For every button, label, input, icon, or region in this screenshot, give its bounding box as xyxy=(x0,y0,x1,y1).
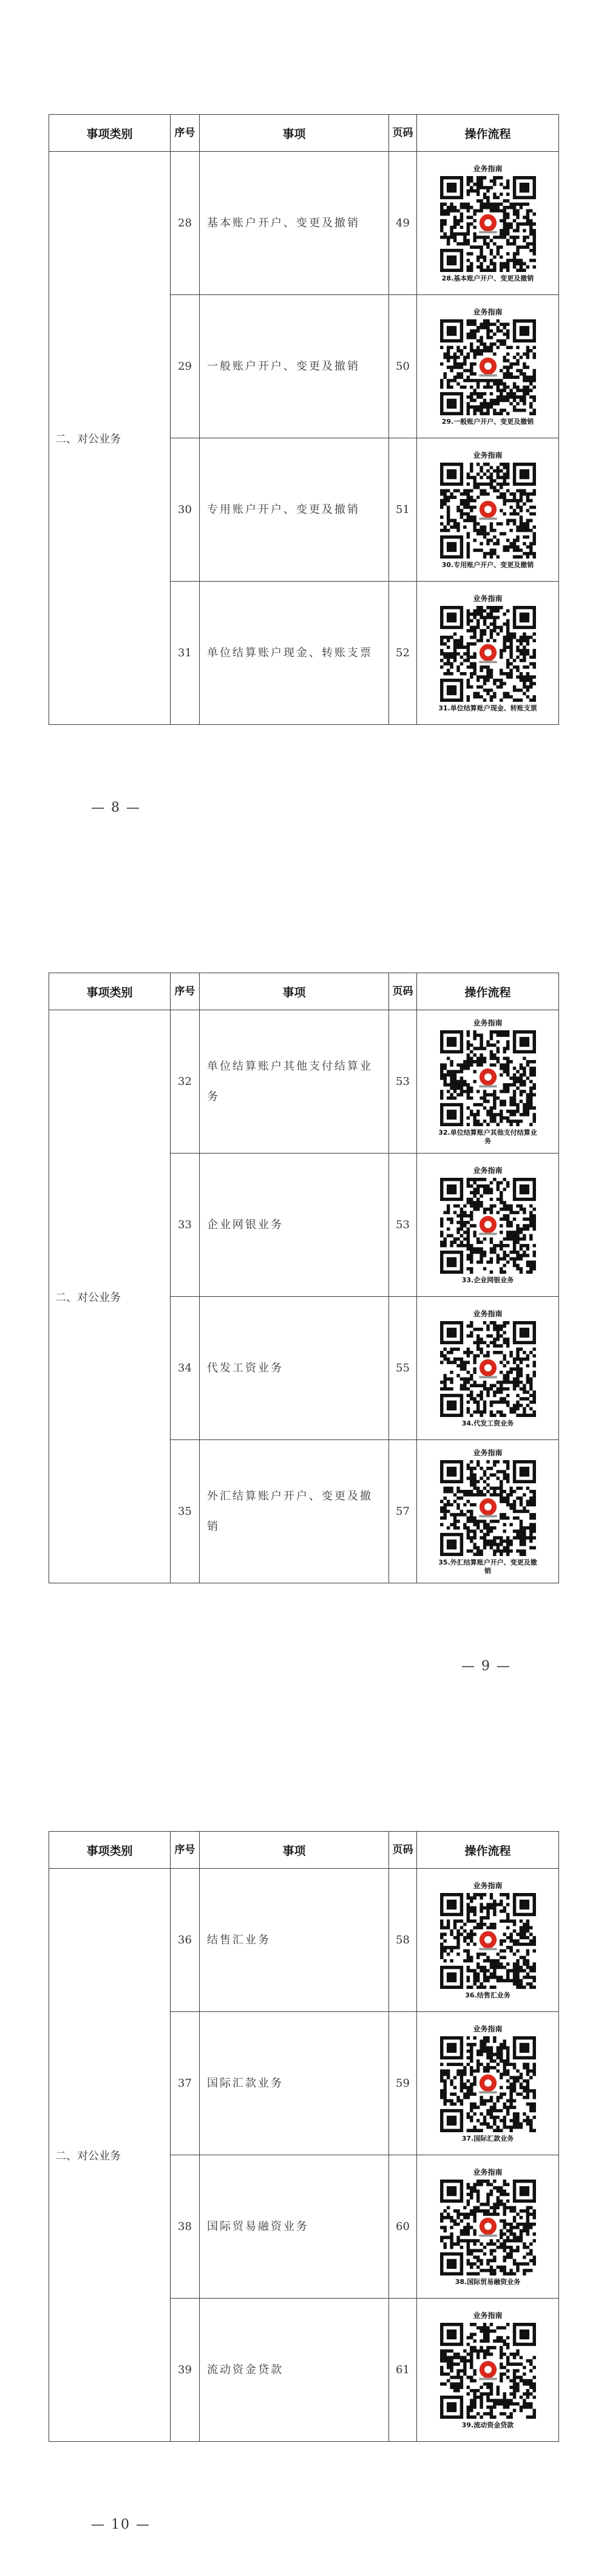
qr-caption: 32.单位结算账户其他支付结算业务 xyxy=(438,1128,537,1145)
seq-cell: 39 xyxy=(171,2299,200,2442)
flow-cell xyxy=(417,1440,559,1583)
qr-card[interactable] xyxy=(435,450,541,569)
table-row xyxy=(49,152,559,295)
header-flow: 操作流程 xyxy=(417,115,559,152)
qr-card[interactable] xyxy=(435,1448,541,1575)
qr-card[interactable] xyxy=(435,2024,541,2143)
header-flow: 操作流程 xyxy=(417,973,559,1010)
qr-code-icon xyxy=(440,1030,536,1126)
qr-code-icon xyxy=(440,2180,536,2275)
qr-title: 业务指南 xyxy=(473,594,503,603)
item-cell: 企业网银业务 xyxy=(200,1154,389,1297)
flow-cell xyxy=(417,1297,559,1440)
qr-code-icon xyxy=(440,2323,536,2419)
table-header-row xyxy=(49,115,559,152)
qr-caption: 33.企业网银业务 xyxy=(461,1276,514,1284)
seq-cell: 37 xyxy=(171,2012,200,2155)
header-category: 事项类别 xyxy=(49,1832,171,1869)
page-cell: 57 xyxy=(389,1440,417,1583)
qr-code-icon xyxy=(440,2036,536,2132)
page-cell: 53 xyxy=(389,1154,417,1297)
table-header-row xyxy=(49,1832,559,1869)
flow-cell xyxy=(417,582,559,725)
page-cell: 61 xyxy=(389,2299,417,2442)
seq-cell: 31 xyxy=(171,582,200,725)
item-cell: 单位结算账户其他支付结算业务 xyxy=(200,1010,389,1154)
page-cell: 52 xyxy=(389,582,417,725)
header-item: 事项 xyxy=(200,115,389,152)
page-cell: 49 xyxy=(389,152,417,295)
qr-title: 业务指南 xyxy=(473,307,503,316)
flow-cell xyxy=(417,438,559,582)
header-seq: 序号 xyxy=(171,1832,200,1869)
seq-cell: 34 xyxy=(171,1297,200,1440)
business-guide-table xyxy=(49,973,559,1583)
flow-cell xyxy=(417,152,559,295)
qr-code-icon xyxy=(440,1893,536,1989)
qr-caption: 36.结售汇业务 xyxy=(465,1991,510,1999)
page-cell: 58 xyxy=(389,1869,417,2012)
qr-card[interactable] xyxy=(435,1881,541,2000)
qr-card[interactable] xyxy=(435,307,541,426)
header-page: 页码 xyxy=(389,115,417,152)
qr-title: 业务指南 xyxy=(473,1166,503,1175)
qr-code-icon xyxy=(440,176,536,272)
table-row xyxy=(49,1869,559,2012)
qr-code-icon xyxy=(440,1321,536,1417)
page-cell: 55 xyxy=(389,1297,417,1440)
qr-caption: 31.单位结算账户现金、转账支票 xyxy=(438,704,537,712)
category-cell: 二、对公业务 xyxy=(49,152,171,725)
qr-card[interactable] xyxy=(435,2167,541,2286)
qr-caption: 28.基本账户开户、变更及撤销 xyxy=(441,274,534,282)
qr-code-icon xyxy=(440,1178,536,1274)
qr-caption: 30.专用账户开户、变更及撤销 xyxy=(441,560,534,569)
seq-cell: 35 xyxy=(171,1440,200,1583)
header-item: 事项 xyxy=(200,1832,389,1869)
flow-cell xyxy=(417,2012,559,2155)
qr-code-icon xyxy=(440,463,536,559)
seq-cell: 33 xyxy=(171,1154,200,1297)
item-cell: 基本账户开户、变更及撤销 xyxy=(200,152,389,295)
qr-title: 业务指南 xyxy=(473,1881,503,1890)
qr-code-icon xyxy=(440,319,536,415)
qr-code-icon xyxy=(440,606,536,702)
category-cell: 二、对公业务 xyxy=(49,1010,171,1583)
page-number: — 8 — xyxy=(91,800,141,815)
flow-cell xyxy=(417,1869,559,2012)
header-category: 事项类别 xyxy=(49,115,171,152)
page-cell: 50 xyxy=(389,295,417,438)
page-cell: 53 xyxy=(389,1010,417,1154)
qr-caption: 35.外汇结算账户开户、变更及撤销 xyxy=(438,1558,537,1575)
seq-cell: 32 xyxy=(171,1010,200,1154)
seq-cell: 30 xyxy=(171,438,200,582)
qr-title: 业务指南 xyxy=(473,1018,503,1027)
item-cell: 代发工资业务 xyxy=(200,1297,389,1440)
header-flow: 操作流程 xyxy=(417,1832,559,1869)
business-guide-table xyxy=(49,1831,559,2442)
item-cell: 外汇结算账户开户、变更及撤销 xyxy=(200,1440,389,1583)
business-guide-table xyxy=(49,114,559,725)
item-cell: 一般账户开户、变更及撤销 xyxy=(200,295,389,438)
header-seq: 序号 xyxy=(171,973,200,1010)
page-cell: 51 xyxy=(389,438,417,582)
qr-title: 业务指南 xyxy=(473,1309,503,1318)
qr-title: 业务指南 xyxy=(473,450,503,460)
qr-card[interactable] xyxy=(435,1166,541,1285)
qr-caption: 37.国际汇款业务 xyxy=(461,2134,514,2143)
page-cell: 60 xyxy=(389,2155,417,2299)
qr-title: 业务指南 xyxy=(473,1448,503,1457)
qr-title: 业务指南 xyxy=(473,2311,503,2320)
qr-card[interactable] xyxy=(435,594,541,713)
seq-cell: 29 xyxy=(171,295,200,438)
qr-caption: 29.一般账户开户、变更及撤销 xyxy=(441,417,534,426)
qr-code-icon xyxy=(440,1460,536,1556)
item-cell: 国际汇款业务 xyxy=(200,2012,389,2155)
header-seq: 序号 xyxy=(171,115,200,152)
item-cell: 专用账户开户、变更及撤销 xyxy=(200,438,389,582)
seq-cell: 36 xyxy=(171,1869,200,2012)
qr-card[interactable] xyxy=(435,2311,541,2430)
seq-cell: 28 xyxy=(171,152,200,295)
table-row xyxy=(49,1010,559,1154)
item-cell: 结售汇业务 xyxy=(200,1869,389,2012)
qr-title: 业务指南 xyxy=(473,2167,503,2177)
seq-cell: 38 xyxy=(171,2155,200,2299)
flow-cell xyxy=(417,2155,559,2299)
qr-caption: 39.流动资金贷款 xyxy=(461,2421,514,2429)
flow-cell xyxy=(417,295,559,438)
flow-cell xyxy=(417,1010,559,1154)
header-page: 页码 xyxy=(389,973,417,1010)
flow-cell xyxy=(417,2299,559,2442)
qr-card[interactable] xyxy=(435,164,541,283)
item-cell: 流动资金贷款 xyxy=(200,2299,389,2442)
page-number: — 9 — xyxy=(461,1659,511,1674)
qr-title: 业务指南 xyxy=(473,2024,503,2033)
qr-card[interactable] xyxy=(435,1018,541,1146)
qr-card[interactable] xyxy=(435,1309,541,1428)
qr-caption: 34.代发工资业务 xyxy=(461,1419,514,1427)
page-number: — 10 — xyxy=(91,2517,151,2532)
header-category: 事项类别 xyxy=(49,973,171,1010)
qr-title: 业务指南 xyxy=(473,164,503,173)
item-cell: 单位结算账户现金、转账支票 xyxy=(200,582,389,725)
header-page: 页码 xyxy=(389,1832,417,1869)
header-item: 事项 xyxy=(200,973,389,1010)
item-cell: 国际贸易融资业务 xyxy=(200,2155,389,2299)
category-cell: 二、对公业务 xyxy=(49,1869,171,2442)
page-cell: 59 xyxy=(389,2012,417,2155)
flow-cell xyxy=(417,1154,559,1297)
table-header-row xyxy=(49,973,559,1010)
qr-caption: 38.国际贸易融资业务 xyxy=(455,2277,521,2286)
